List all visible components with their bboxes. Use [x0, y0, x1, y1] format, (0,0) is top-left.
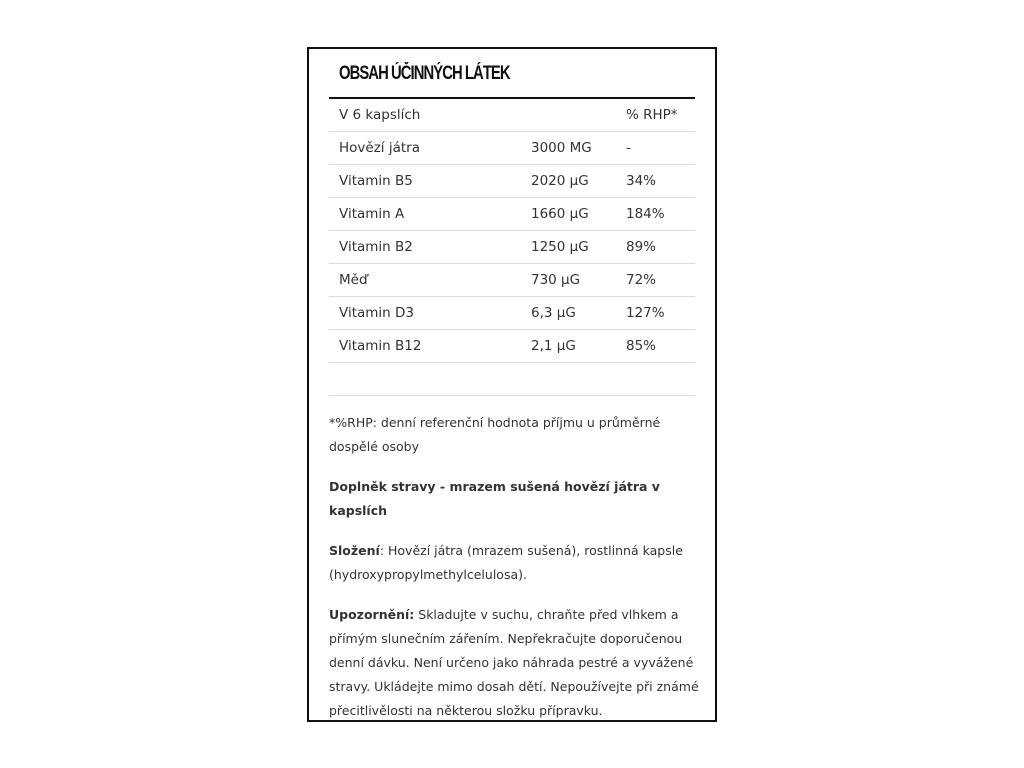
header-rhp: % RHP*: [626, 107, 678, 123]
row-rhp: 72%: [626, 272, 657, 288]
panel-title: OBSAH ÚČINNÝCH LÁTEK: [339, 63, 510, 84]
row-name: Vitamin B12: [339, 338, 422, 354]
nutrition-panel: [307, 47, 717, 722]
warning-text: Skladujte v suchu, chraňte před vlhkem a přímým slunečním zářením. Nepřekračujte doporučenou denní dávku. Není určeno jako náhrada pestré a vyvážené stravy. Ukládejte mimo dosah dětí. Nepoužívejte při známé přecitlivělosti na některou složku přípravku.: [329, 607, 699, 718]
table-row: [329, 297, 695, 330]
warning-note: [329, 603, 699, 723]
table-row: [329, 231, 695, 264]
row-rhp: 85%: [626, 338, 657, 354]
row-amount: 2,1 µG: [531, 338, 576, 354]
row-name: Hovězí játra: [339, 140, 420, 156]
row-amount: 6,3 µG: [531, 305, 576, 321]
row-name: Měď: [339, 272, 368, 288]
row-name: Vitamin B5: [339, 173, 413, 189]
row-amount: 2020 µG: [531, 173, 589, 189]
table-header-row: [329, 99, 695, 132]
composition-text: : Hovězí játra (mrazem sušená), rostlinná kapsle (hydroxypropylmethylcelulosa).: [329, 543, 683, 582]
row-amount: 1250 µG: [531, 239, 589, 255]
ingredients-table: [329, 97, 695, 396]
table-row: [329, 165, 695, 198]
table-row: [329, 264, 695, 297]
row-name: Vitamin D3: [339, 305, 414, 321]
warning-label: Upozornění:: [329, 607, 415, 622]
table-spacer-row: [329, 363, 695, 396]
notes-section: [329, 411, 699, 739]
row-rhp: 127%: [626, 305, 665, 321]
row-amount: 730 µG: [531, 272, 581, 288]
composition-note: [329, 539, 699, 587]
row-rhp: 34%: [626, 173, 657, 189]
row-amount: 3000 MG: [531, 140, 592, 156]
rhp-note: *%RHP: denní referenční hodnota příjmu u průměrné dospělé osoby: [329, 415, 661, 454]
row-name: Vitamin B2: [339, 239, 413, 255]
row-amount: 1660 µG: [531, 206, 589, 222]
row-rhp: 89%: [626, 239, 657, 255]
row-name: Vitamin A: [339, 206, 405, 222]
table-row: [329, 132, 695, 165]
row-rhp: 184%: [626, 206, 665, 222]
composition-label: Složení: [329, 543, 380, 558]
header-name: V 6 kapslích: [339, 107, 421, 123]
supplement-note: [329, 475, 699, 523]
table-row: [329, 330, 695, 363]
table-row: [329, 198, 695, 231]
row-rhp: -: [626, 140, 631, 156]
supplement-note-text: Doplněk stravy - mrazem sušená hovězí játra v kapslích: [329, 479, 660, 518]
